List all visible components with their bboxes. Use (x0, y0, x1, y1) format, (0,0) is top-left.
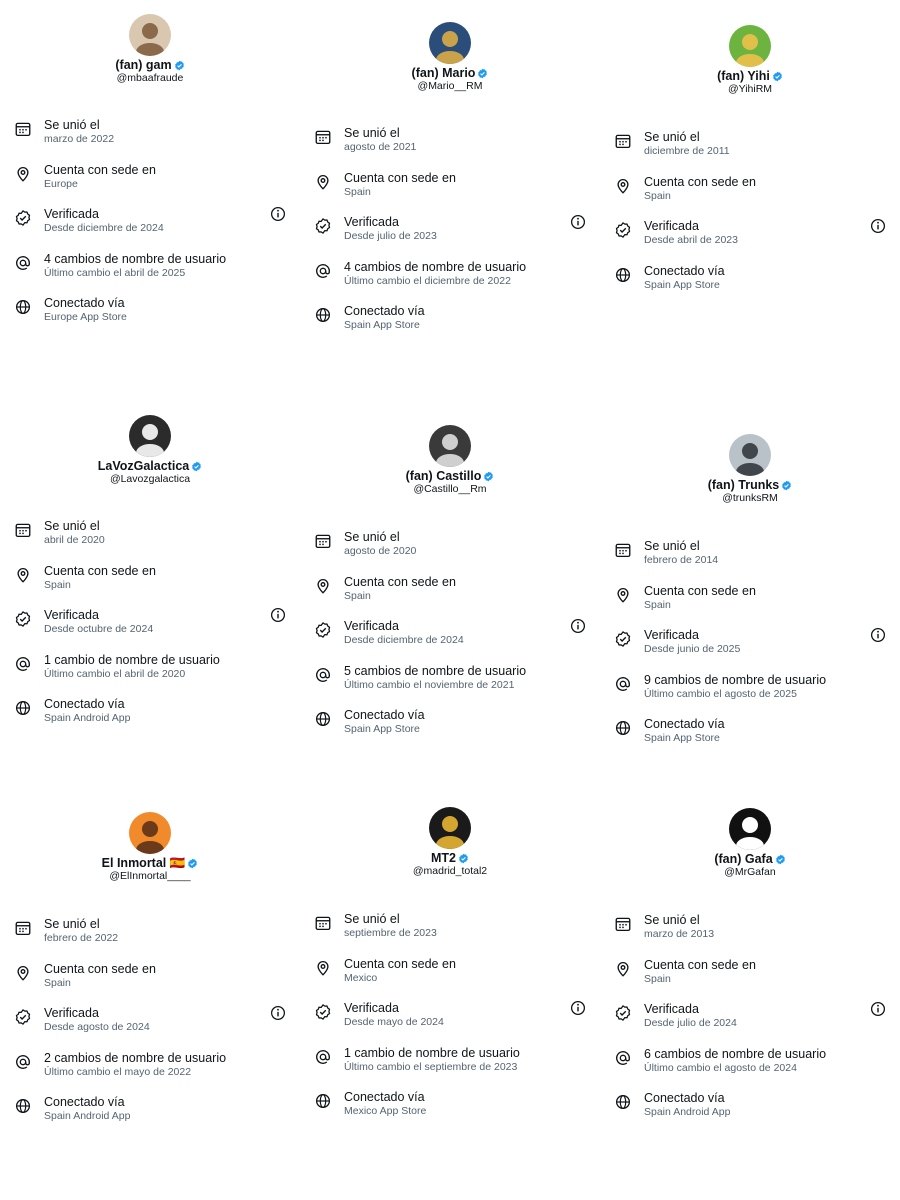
info-icon[interactable] (569, 999, 587, 1017)
display-name-text: MT2 (431, 851, 456, 865)
globe-icon (614, 719, 632, 737)
info-row-based (314, 575, 590, 615)
row-title: 1 cambio de nombre de usuario (344, 1045, 520, 1060)
globe-icon (614, 266, 632, 284)
location-pin-icon (314, 173, 332, 191)
location-pin-icon (614, 586, 632, 604)
row-title: Se unió el (344, 126, 400, 140)
display-name-text: (fan) gam (115, 58, 172, 72)
row-subtitle: Spain (644, 972, 671, 985)
row-subtitle: Desde julio de 2023 (344, 230, 437, 242)
row-subtitle: Último cambio el abril de 2020 (44, 667, 186, 680)
row-subtitle: Desde diciembre de 2024 (44, 222, 164, 234)
display-name-text: (fan) Castillo (405, 469, 482, 483)
verified-check-icon (614, 630, 632, 648)
info-row-based (314, 957, 590, 997)
calendar-icon (14, 521, 32, 539)
username-handle[interactable]: @Mario__RM (417, 80, 483, 92)
row-title: 4 cambios de nombre de usuario (44, 251, 227, 266)
calendar-icon (614, 541, 632, 559)
row-subtitle: agosto de 2021 (344, 141, 417, 153)
info-row-joined (614, 130, 890, 170)
info-row-based (614, 175, 890, 215)
row-subtitle: abril de 2020 (44, 534, 105, 546)
info-row-joined (614, 913, 890, 953)
info-icon[interactable] (869, 1000, 887, 1018)
row-title: Verificada (644, 628, 699, 642)
info-row-based (614, 958, 890, 998)
location-pin-icon (14, 964, 32, 982)
row-title: Se unió el (344, 912, 400, 926)
avatar[interactable] (729, 808, 771, 850)
row-subtitle: Europe App Store (44, 311, 127, 323)
username-handle[interactable]: @mbaafraude (116, 72, 184, 84)
at-sign-icon (14, 1053, 32, 1071)
calendar-icon (14, 919, 32, 937)
row-title: Cuenta con sede en (644, 957, 756, 972)
display-name-text: LaVozGalactica (97, 459, 190, 473)
row-subtitle: Spain Android App (644, 1106, 731, 1118)
info-row-username (314, 664, 590, 704)
row-title: Conectado vía (344, 708, 425, 722)
info-row-joined (14, 519, 290, 559)
info-row-username (314, 260, 590, 300)
info-row-connected (614, 717, 890, 757)
info-row-based (14, 962, 290, 1002)
info-icon[interactable] (569, 617, 587, 635)
calendar-icon (314, 914, 332, 932)
row-title: Verificada (344, 619, 399, 633)
row-subtitle: Spain Android App (44, 1110, 131, 1122)
username-handle[interactable]: @ElInmortal____ (109, 870, 191, 882)
row-subtitle: agosto de 2020 (344, 545, 417, 557)
avatar[interactable] (429, 22, 471, 64)
row-title: Cuenta con sede en (644, 174, 756, 189)
row-title: Verificada (344, 215, 399, 229)
row-subtitle: Spain Android App (44, 712, 131, 724)
row-title: Se unió el (644, 130, 700, 144)
row-title: 2 cambios de nombre de usuario (44, 1050, 227, 1065)
row-title: Conectado vía (44, 697, 125, 711)
row-subtitle: Último cambio el agosto de 2024 (644, 1061, 797, 1074)
verified-check-icon (14, 209, 32, 227)
row-subtitle: Spain App Store (344, 723, 420, 735)
at-sign-icon (14, 254, 32, 272)
row-title: Cuenta con sede en (344, 574, 456, 589)
row-subtitle: Desde junio de 2025 (644, 643, 741, 655)
calendar-icon (314, 532, 332, 550)
info-row-connected (14, 296, 290, 336)
row-subtitle: Último cambio el abril de 2025 (44, 266, 186, 279)
row-title: Se unió el (44, 917, 100, 931)
display-name-text: (fan) Yihi (717, 69, 770, 83)
info-row-verified (614, 628, 890, 668)
globe-icon (614, 1093, 632, 1111)
username-handle[interactable]: @madrid_total2 (412, 865, 488, 877)
row-subtitle: Desde octubre de 2024 (44, 623, 154, 635)
info-row-verified (14, 608, 290, 648)
row-subtitle: Mexico App Store (344, 1105, 427, 1117)
globe-icon (14, 1097, 32, 1115)
row-subtitle: Spain (44, 578, 71, 591)
globe-icon (314, 710, 332, 728)
info-row-verified (314, 215, 590, 255)
verified-check-icon (14, 1008, 32, 1026)
row-title: Verificada (344, 1001, 399, 1015)
globe-icon (14, 298, 32, 316)
info-row-based (314, 171, 590, 211)
row-subtitle: febrero de 2014 (644, 554, 719, 566)
info-icon[interactable] (869, 217, 887, 235)
verified-check-icon (314, 1003, 332, 1021)
row-subtitle: Desde abril de 2023 (644, 234, 738, 246)
username-handle[interactable]: @MrGafan (724, 866, 776, 878)
info-icon[interactable] (269, 1004, 287, 1022)
row-title: Conectado vía (44, 296, 125, 310)
info-row-joined (14, 917, 290, 957)
info-row-verified (614, 219, 890, 259)
info-row-connected (14, 1095, 290, 1135)
info-row-based (14, 564, 290, 604)
row-subtitle: Mexico (344, 971, 378, 984)
location-pin-icon (614, 960, 632, 978)
display-name-text: El Inmortal 🇪🇸 (101, 856, 186, 870)
info-row-connected (614, 1091, 890, 1131)
at-sign-icon (14, 655, 32, 673)
info-row-connected (314, 1090, 590, 1130)
info-row-connected (314, 304, 590, 344)
calendar-icon (614, 915, 632, 933)
row-title: 9 cambios de nombre de usuario (644, 672, 827, 687)
info-row-joined (614, 539, 890, 579)
row-subtitle: febrero de 2022 (44, 932, 119, 944)
at-sign-icon (314, 1048, 332, 1066)
row-title: Cuenta con sede en (644, 583, 756, 598)
row-subtitle: marzo de 2013 (644, 928, 715, 940)
row-subtitle: Spain App Store (644, 732, 720, 744)
row-title: Conectado vía (644, 1091, 725, 1105)
avatar[interactable] (729, 25, 771, 67)
row-title: Conectado vía (644, 717, 725, 731)
row-title: Cuenta con sede en (44, 563, 156, 578)
avatar[interactable] (129, 14, 171, 56)
row-title: Verificada (44, 1006, 99, 1020)
row-title: 6 cambios de nombre de usuario (644, 1046, 827, 1061)
info-row-joined (314, 912, 590, 952)
info-row-verified (314, 619, 590, 659)
info-row-username (14, 653, 290, 693)
row-subtitle: Último cambio el mayo de 2022 (44, 1065, 192, 1078)
row-title: 5 cambios de nombre de usuario (344, 663, 527, 678)
at-sign-icon (614, 675, 632, 693)
row-title: Se unió el (644, 539, 700, 553)
at-sign-icon (314, 666, 332, 684)
info-row-joined (314, 126, 590, 166)
calendar-icon (614, 132, 632, 150)
row-subtitle: Último cambio el noviembre de 2021 (344, 678, 515, 691)
info-row-based (614, 584, 890, 624)
info-row-verified (614, 1002, 890, 1042)
info-row-verified (14, 1006, 290, 1046)
calendar-icon (314, 128, 332, 146)
info-icon[interactable] (869, 626, 887, 644)
verified-check-icon (314, 621, 332, 639)
info-row-verified (14, 207, 290, 247)
row-title: Conectado vía (44, 1095, 125, 1109)
verified-check-icon (614, 221, 632, 239)
info-row-username (14, 252, 290, 292)
display-name-text: (fan) Gafa (714, 852, 773, 866)
display-name-text: (fan) Mario (411, 66, 476, 80)
info-row-based (14, 163, 290, 203)
row-subtitle: marzo de 2022 (44, 133, 115, 145)
row-subtitle: Spain (644, 189, 671, 202)
row-title: Cuenta con sede en (344, 170, 456, 185)
username-handle[interactable]: @YihiRM (727, 83, 773, 95)
verified-check-icon (614, 1004, 632, 1022)
info-row-connected (314, 708, 590, 748)
row-subtitle: Último cambio el agosto de 2025 (644, 687, 797, 700)
row-subtitle: Spain App Store (344, 319, 420, 331)
at-sign-icon (314, 262, 332, 280)
row-title: Se unió el (344, 530, 400, 544)
info-row-username (614, 673, 890, 713)
calendar-icon (14, 120, 32, 138)
row-title: Verificada (644, 219, 699, 233)
globe-icon (314, 1092, 332, 1110)
row-subtitle: Spain (44, 976, 71, 989)
location-pin-icon (314, 577, 332, 595)
info-row-joined (314, 530, 590, 570)
row-subtitle: septiembre de 2023 (344, 927, 437, 939)
row-title: 4 cambios de nombre de usuario (344, 259, 527, 274)
row-title: Se unió el (44, 519, 100, 533)
info-icon[interactable] (569, 213, 587, 231)
row-subtitle: Spain (644, 598, 671, 611)
row-subtitle: diciembre de 2011 (644, 145, 730, 157)
info-icon[interactable] (269, 205, 287, 223)
location-pin-icon (14, 165, 32, 183)
row-title: Se unió el (644, 913, 700, 927)
info-row-username (614, 1047, 890, 1087)
row-subtitle: Europe (44, 177, 78, 190)
info-icon[interactable] (269, 606, 287, 624)
avatar[interactable] (429, 425, 471, 467)
row-title: Conectado vía (644, 263, 725, 278)
avatar[interactable] (129, 812, 171, 854)
row-title: Se unió el (44, 118, 100, 132)
avatar[interactable] (129, 415, 171, 457)
row-subtitle: Desde agosto de 2024 (44, 1021, 150, 1033)
row-title: 1 cambio de nombre de usuario (44, 652, 220, 667)
row-title: Verificada (44, 608, 99, 622)
row-subtitle: Spain App Store (644, 278, 720, 291)
row-title: Conectado vía (344, 1090, 425, 1104)
info-row-username (14, 1051, 290, 1091)
display-name-text: (fan) Trunks (707, 478, 780, 492)
verified-check-icon (314, 217, 332, 235)
location-pin-icon (14, 566, 32, 584)
row-title: Cuenta con sede en (344, 956, 456, 971)
row-subtitle: Spain (344, 185, 371, 198)
username-handle[interactable]: @trunksRM (722, 492, 778, 504)
at-sign-icon (614, 1049, 632, 1067)
verified-check-icon (14, 610, 32, 628)
row-subtitle: Desde julio de 2024 (644, 1017, 737, 1029)
row-title: Verificada (44, 207, 99, 221)
globe-icon (314, 306, 332, 324)
location-pin-icon (314, 959, 332, 977)
globe-icon (14, 699, 32, 717)
location-pin-icon (614, 177, 632, 195)
row-subtitle: Desde diciembre de 2024 (344, 634, 464, 646)
avatar[interactable] (429, 807, 471, 849)
info-row-connected (614, 264, 890, 304)
row-subtitle: Último cambio el septiembre de 2023 (344, 1060, 518, 1073)
row-subtitle: Último cambio el diciembre de 2022 (344, 274, 511, 287)
row-subtitle: Desde mayo de 2024 (344, 1016, 444, 1028)
row-subtitle: Spain (344, 589, 371, 602)
username-handle[interactable]: @Castillo__Rm (413, 483, 487, 495)
info-row-username (314, 1046, 590, 1086)
info-row-connected (14, 697, 290, 737)
info-row-joined (14, 118, 290, 158)
row-title: Cuenta con sede en (44, 961, 156, 976)
username-handle[interactable]: @Lavozgalactica (109, 473, 191, 485)
info-row-verified (314, 1001, 590, 1041)
row-title: Verificada (644, 1002, 699, 1016)
row-title: Cuenta con sede en (44, 162, 156, 177)
avatar[interactable] (729, 434, 771, 476)
row-title: Conectado vía (344, 304, 425, 318)
